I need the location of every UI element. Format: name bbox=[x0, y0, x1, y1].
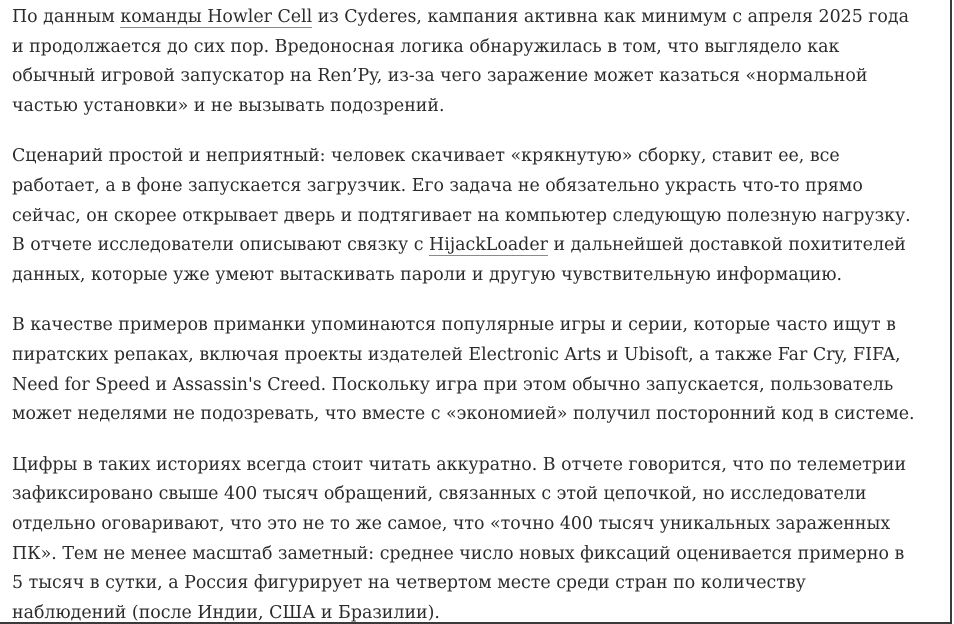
hijackloader-link[interactable]: HijackLoader bbox=[429, 235, 548, 256]
paragraph-text: В качестве примеров приманки упоминаются популярные игры и серии, которые часто ищут в пиратских репаках, включая проекты издателей Electronic Arts и Ubisoft, а также Far Cry, FIFA, Need for Speed и Assassin's Creed. Поскольку игра при этом обычно запускается, пользователь может неделями не подозревать, что вместе с «экономией» получил посторонний код в системе. bbox=[12, 315, 915, 425]
article-paragraph bbox=[12, 142, 942, 290]
paragraph-text: По данным bbox=[12, 7, 121, 27]
paragraph-text: из Cyderes, кампания активна как минимум с апреля 2025 года и продолжается до сих пор. Вредоносная логика обнаружилась в том, что выглядело как обычный игровой запускатор на Ren’Py, из-за чего заражение может казаться «нормальной частью установки» и не вызывать подозрений. bbox=[12, 7, 909, 116]
article-paragraph bbox=[12, 311, 942, 429]
howler-cell-link[interactable]: команды Howler Cell bbox=[120, 7, 313, 27]
paragraph-text: Цифры в таких историях всегда стоит читать аккуратно. В отчете говорится, что по телеметрии зафиксировано свыше 400 тысяч обращений, связанных с этой цепочкой, но исследователи отдельно оговаривают, что это не то же самое, что «точно 400 тысяч уникальных зараженных ПК». Тем не менее масштаб заметный: среднее число новых фиксаций оценивается примерно в 5 тысяч в сутки, а Россия фигурирует на четвертом месте среди стран по количеству наблюдений (после Индии, США и Бразилии). bbox=[12, 454, 907, 623]
article-paragraph bbox=[12, 3, 942, 121]
paragraph-text: Сценарий простой и неприятный: человек скачивает «крякнутую» сборку, ставит ее, все работает, а в фоне запускается загрузчик. Его задача не обязательно украсть что-то прямо сейчас, он скорее открывает дверь и подтягивает на компьютер следующую полезную нагрузку. В отчете исследователи описывают связку с bbox=[12, 146, 911, 256]
article-body bbox=[12, 3, 942, 624]
article-paragraph bbox=[12, 451, 942, 624]
paragraph-text: и дальнейшей доставкой похитителей данных, которые уже умеют вытаскивать пароли и другую чувствительную информацию. bbox=[12, 235, 906, 285]
